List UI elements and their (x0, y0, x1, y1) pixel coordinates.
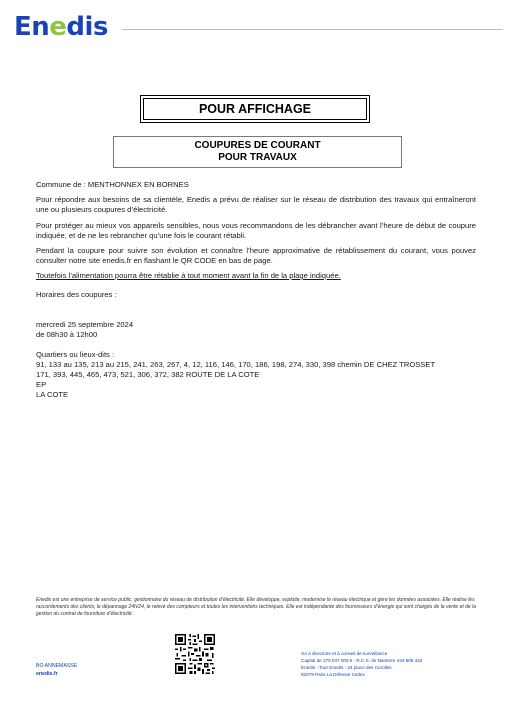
restoration-warning: Toutefois l’alimentation pourra être rétablie à tout moment avant la fin de la plage indiquée. (36, 271, 341, 280)
subject-line-2: POUR TRAVAUX (218, 152, 297, 163)
area-item: 91, 133 au 135, 213 au 215, 241, 263, 267, 4, 12, 116, 146, 170, 186, 198, 274, 330, 398 chemin DE CHEZ TROSSET (36, 360, 436, 369)
paragraph-intro: Pour répondre aux besoins de sa clientèle, Enedis a prévu de réaliser sur le réseau de distribution des travaux qui entraîneront une ou plusieurs coupures d’électricité. (36, 195, 476, 214)
outage-date: mercredi 25 septembre 2024 (36, 320, 134, 329)
areas-label: Quartiers ou lieux-dits : (36, 350, 115, 359)
enedis-logo: Enedis (14, 12, 108, 42)
notice-subject-box (113, 136, 402, 168)
subject-line-1: COUPURES DE COURANT (194, 140, 321, 151)
outage-time: de 08h30 à 12h00 (36, 330, 98, 339)
area-item: 171, 393, 445, 465, 473, 521, 306, 372, 382 ROUTE DE LA COTE (36, 370, 260, 379)
paragraph-devices: Pour protéger au mieux vos appareils sensibles, nous vous recommandons de les débrancher avant l’heure de début de coupure indiquée, et de ne les rebrancher qu’une fois le courant rétabli. (36, 221, 476, 240)
area-item: LA COTE (36, 390, 69, 399)
paragraph-qr-info: Pendant la coupure pour suivre son évolution et connaître l’heure approximative de rétablissement du courant, vous pouvez consulter notre site enedis.fr en flashant le QR CODE en bas de page. (36, 246, 476, 265)
company-info (301, 650, 422, 678)
agency-name: BO ANNEMASSE (36, 663, 78, 669)
website-link[interactable]: enedis.fr (36, 671, 58, 677)
legal-disclaimer: Enedis est une entreprise de service public, gestionnaire du réseau de distribution d’électricité. Elle développe, exploite, modernise le réseau électrique et gère les données associées. Elle réalise les raccordements des clients, le dépannage 24h/24, le relevé des compteurs et toutes les interventions techniques. Elle est indépendante des fournisseurs d’énergie qui sont chargés de la vente et de la gestion du contrat de fourniture d’électricité. (36, 597, 476, 617)
company-line: SA à directoire et à conseil de surveillance (301, 651, 388, 656)
company-line: Enedis - Tour Enedis - 34 place des Corolles (301, 665, 392, 670)
footer-agency-block (36, 662, 77, 678)
notice-title: POUR AFFICHAGE (143, 98, 367, 120)
company-line: Capital de 270 037 000 € - R.C.S. de Nanterre 444 608 442 (301, 658, 423, 663)
header-divider (122, 29, 503, 30)
schedule-label: Horaires des coupures : (36, 290, 117, 299)
qr-code-icon[interactable] (175, 634, 215, 674)
company-line: 92079 Paris La Défense Cedex (301, 672, 365, 677)
commune-line: Commune de : MENTHONNEX EN BORNES (36, 180, 189, 189)
area-item: EP (36, 380, 47, 389)
